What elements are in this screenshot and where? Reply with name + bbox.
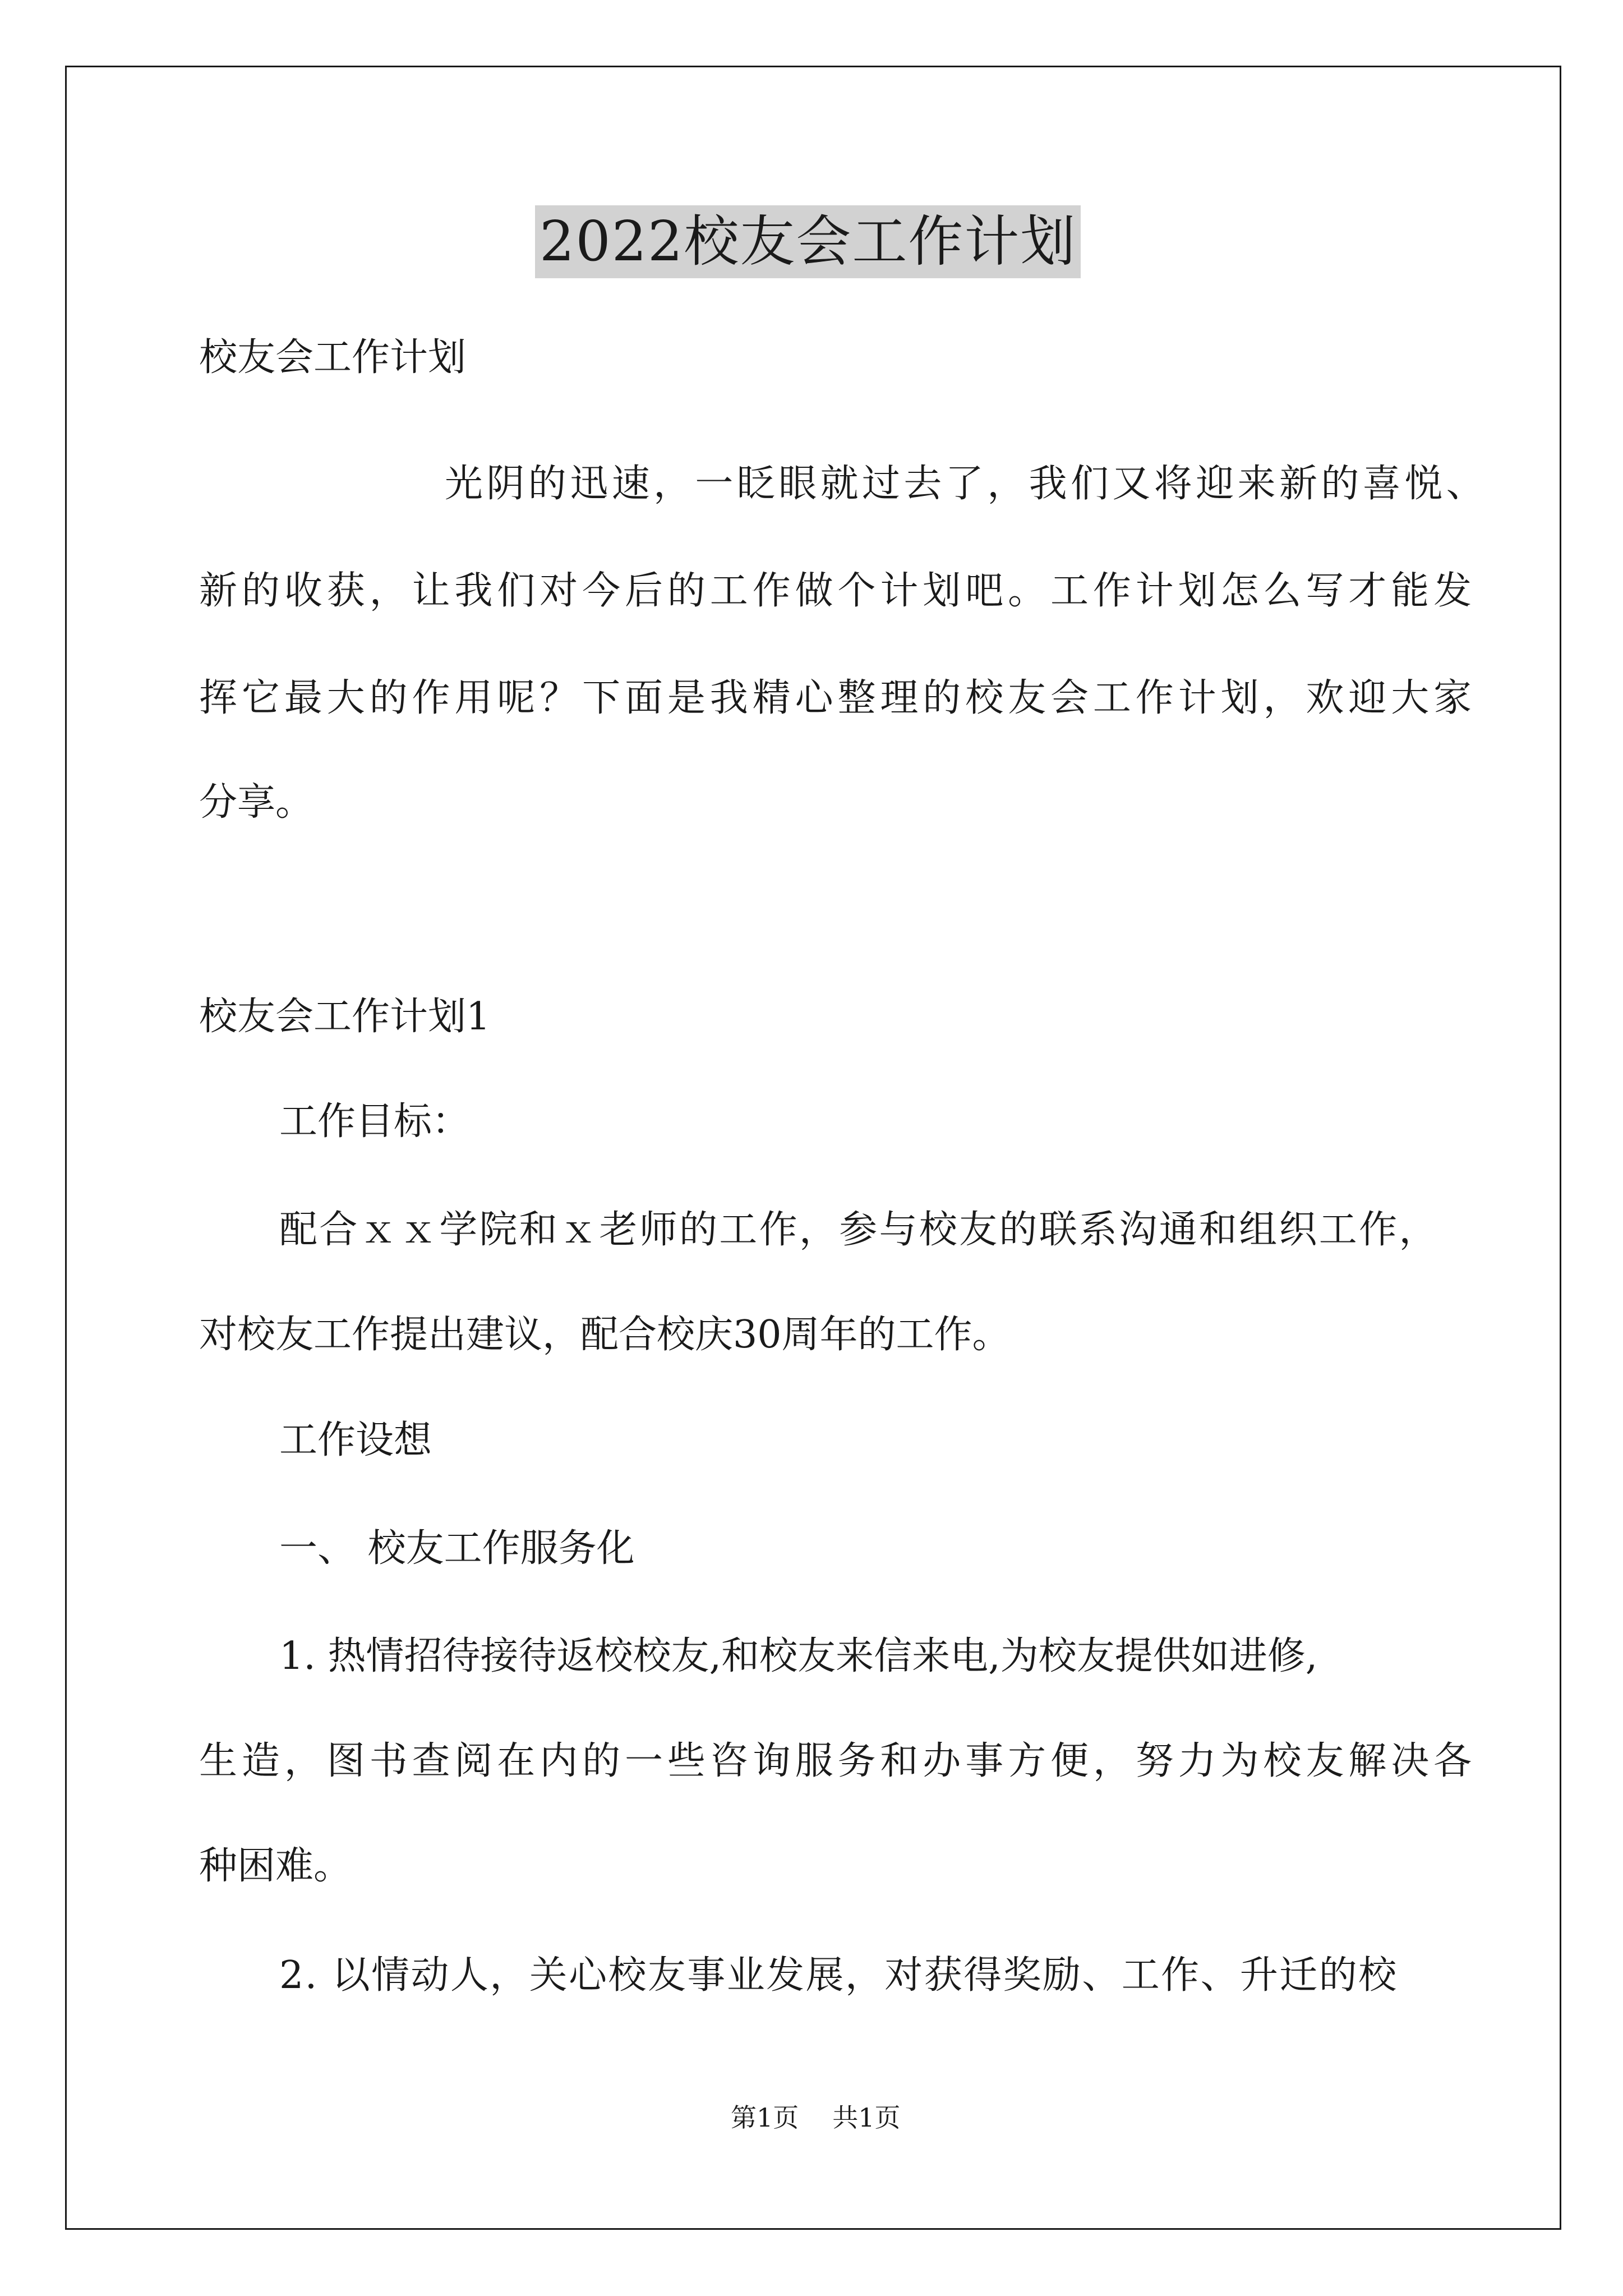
page-total-label: 共1页 [832,2102,901,2133]
paragraph-line-goal-1: 配合ｘｘ学院和ｘ老师的工作，参与校友的联系沟通和组织工作， [279,1208,1439,1252]
paragraph-line-1-3: 种困难。 [199,1844,352,1888]
paragraph-line-1-1: 1. 热情招待接待返校校友,和校友来信来电,为校友提供如进修, [279,1634,1318,1678]
paragraph-line-goal-2: 对校友工作提出建议，配合校庆30周年的工作。 [199,1313,1011,1357]
intro-line-2: 新的收获，让我们对今后的工作做个计划吧。工作计划怎么写才能发 [199,569,1477,613]
paragraph-line-goal-heading: 工作目标： [279,1099,471,1144]
paragraph-line-1-2: 生造，图书查阅在内的一些咨询服务和办事方便，努力为校友解决各 [199,1739,1477,1783]
page-number-label: 第1页 [731,2102,799,2133]
subtitle-line: 校友会工作计划 [199,335,467,380]
paragraph-line-item-heading: 一、 校友工作服务化 [279,1526,635,1571]
paragraph-line-2-1: 2. 以情动人，关心校友事业发展，对获得奖励、工作、升迁的校 [279,1953,1398,1998]
intro-line-1: 光阴的迅速，一眨眼就过去了，我们又将迎来新的喜悦、 [445,462,1488,506]
intro-line-3: 挥它最大的作用呢？下面是我精心整理的校友会工作计划，欢迎大家 [199,676,1477,720]
page-footer [731,2101,901,2134]
document-title: 2022校友会工作计划 [535,205,1081,278]
section-heading: 校友会工作计划1 [199,995,491,1039]
intro-line-4: 分享。 [199,780,314,825]
paragraph-line-ideas-heading: 工作设想 [279,1418,432,1462]
